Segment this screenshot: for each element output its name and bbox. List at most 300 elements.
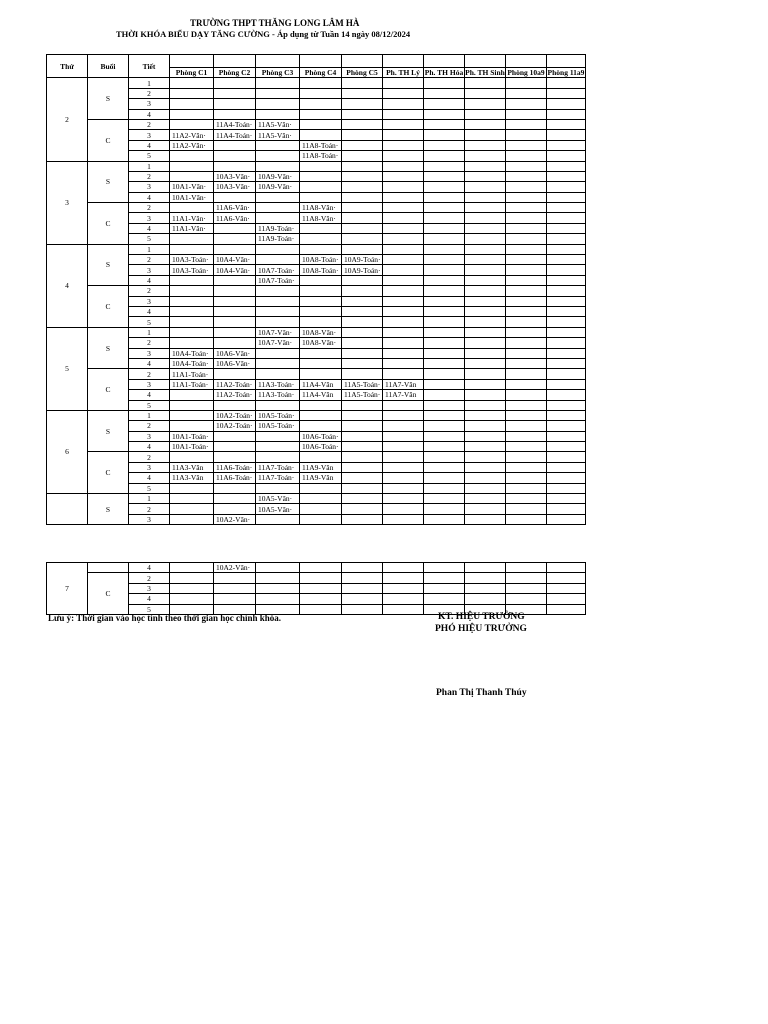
class-cell <box>214 573 256 583</box>
session-cell: C <box>88 573 129 615</box>
class-cell <box>214 494 256 504</box>
class-cell <box>465 358 506 368</box>
period-cell: 4 <box>129 306 170 316</box>
class-cell <box>214 192 256 202</box>
class-cell: 11A1-Toán· <box>170 379 214 389</box>
session-cell: S <box>88 78 129 120</box>
class-cell <box>547 583 586 593</box>
class-cell <box>342 275 383 285</box>
period-cell: 5 <box>129 317 170 327</box>
period-cell: 2 <box>129 338 170 348</box>
class-cell <box>465 286 506 296</box>
class-cell <box>214 400 256 410</box>
class-cell <box>424 327 465 337</box>
class-cell <box>214 78 256 88</box>
class-cell <box>383 151 424 161</box>
class-cell <box>547 244 586 254</box>
class-cell: 10A1-Văn· <box>170 192 214 202</box>
class-cell <box>424 514 465 524</box>
class-cell <box>506 452 547 462</box>
class-cell <box>506 338 547 348</box>
class-cell <box>214 140 256 150</box>
header-room: Ph. TH Hóa <box>424 68 464 78</box>
class-cell <box>465 379 506 389</box>
period-cell: 4 <box>129 223 170 233</box>
class-cell <box>547 213 586 223</box>
class-cell <box>465 410 506 420</box>
class-cell <box>256 563 300 573</box>
class-cell <box>214 317 256 327</box>
table-row <box>47 119 586 129</box>
class-cell <box>506 504 547 514</box>
class-cell <box>300 504 342 514</box>
period-cell: 3 <box>129 182 170 192</box>
class-cell <box>506 286 547 296</box>
class-cell <box>383 130 424 140</box>
class-cell <box>424 379 465 389</box>
class-cell <box>383 327 424 337</box>
class-cell <box>300 275 342 285</box>
class-cell <box>547 573 586 583</box>
class-cell <box>547 119 586 129</box>
class-cell <box>424 140 465 150</box>
class-cell <box>465 306 506 316</box>
class-cell <box>383 78 424 88</box>
class-cell <box>170 410 214 420</box>
class-cell <box>383 286 424 296</box>
timetable-part-2 <box>46 562 586 615</box>
day-cell <box>47 494 88 525</box>
class-cell: 10A6-Toán· <box>300 431 342 441</box>
class-cell <box>506 483 547 493</box>
class-cell <box>506 442 547 452</box>
class-cell <box>170 203 214 213</box>
class-cell <box>383 317 424 327</box>
period-cell: 5 <box>129 483 170 493</box>
class-cell <box>170 504 214 514</box>
class-cell: 11A4-Toán· <box>214 119 256 129</box>
class-cell <box>383 400 424 410</box>
period-cell: 1 <box>129 78 170 88</box>
class-cell <box>342 182 383 192</box>
class-cell <box>547 514 586 524</box>
class-cell <box>342 514 383 524</box>
class-cell: 11A4-Toán· <box>214 130 256 140</box>
class-cell <box>342 583 383 593</box>
class-cell <box>465 452 506 462</box>
class-cell: 10A7-Văn· <box>256 338 300 348</box>
class-cell: 10A4-Văn· <box>214 265 256 275</box>
class-cell <box>214 296 256 306</box>
period-cell: 1 <box>129 410 170 420</box>
header-room: Ph. TH Lý <box>383 68 424 78</box>
period-cell: 4 <box>129 358 170 368</box>
class-cell <box>506 244 547 254</box>
class-cell <box>170 583 214 593</box>
class-cell <box>214 244 256 254</box>
class-cell <box>256 452 300 462</box>
class-cell <box>256 594 300 604</box>
class-cell <box>256 192 300 202</box>
class-cell <box>547 604 586 614</box>
class-cell <box>256 151 300 161</box>
class-cell: 11A5-Toán· <box>342 379 383 389</box>
class-cell <box>547 473 586 483</box>
period-cell: 4 <box>129 109 170 119</box>
class-cell <box>214 369 256 379</box>
class-cell: 10A5-Toán· <box>256 421 300 431</box>
class-cell: 11A6-Văn· <box>214 213 256 223</box>
class-cell <box>300 234 342 244</box>
class-cell <box>342 594 383 604</box>
class-cell: 10A9-Văn· <box>256 171 300 181</box>
school-name: TRƯỜNG THPT THĂNG LONG LÂM HÀ <box>190 18 360 28</box>
header-room: Phòng 10a9 <box>507 68 545 78</box>
class-cell <box>300 244 342 254</box>
class-cell <box>424 306 465 316</box>
class-cell <box>424 265 465 275</box>
class-cell <box>506 78 547 88</box>
class-cell <box>170 573 214 583</box>
class-cell <box>170 390 214 400</box>
period-cell: 2 <box>129 119 170 129</box>
class-cell <box>547 99 586 109</box>
class-cell: 11A3-Toán· <box>256 379 300 389</box>
table-row <box>47 452 586 462</box>
class-cell <box>342 369 383 379</box>
class-cell: 10A2-Toán· <box>214 421 256 431</box>
class-cell <box>383 255 424 265</box>
class-cell <box>300 88 342 98</box>
session-cell: S <box>88 494 129 525</box>
class-cell <box>256 358 300 368</box>
class-cell <box>506 563 547 573</box>
session-cell <box>88 563 129 573</box>
class-cell <box>547 161 586 171</box>
class-cell <box>342 483 383 493</box>
class-cell <box>465 573 506 583</box>
class-cell <box>506 462 547 472</box>
class-cell <box>256 109 300 119</box>
class-cell <box>424 88 465 98</box>
class-cell <box>424 338 465 348</box>
document-title: THỜI KHÓA BIỂU DẠY TĂNG CƯỜNG - Áp dụng từ Tuần 14 ngày 08/12/2024 <box>116 29 411 39</box>
class-cell <box>547 140 586 150</box>
class-cell <box>256 213 300 223</box>
class-cell <box>300 78 342 88</box>
class-cell <box>214 161 256 171</box>
class-cell <box>424 462 465 472</box>
class-cell <box>547 88 586 98</box>
class-cell: 10A4-Văn· <box>214 255 256 265</box>
signer-name: Phan Thị Thanh Thúy <box>436 688 527 698</box>
class-cell <box>383 171 424 181</box>
class-cell <box>547 286 586 296</box>
class-cell <box>424 213 465 223</box>
class-cell <box>342 317 383 327</box>
class-cell <box>547 390 586 400</box>
class-cell <box>424 421 465 431</box>
class-cell <box>424 286 465 296</box>
class-cell <box>342 119 383 129</box>
class-cell <box>256 78 300 88</box>
class-cell <box>383 452 424 462</box>
class-cell <box>547 182 586 192</box>
class-cell <box>383 109 424 119</box>
class-cell: 11A8-Văn· <box>300 213 342 223</box>
class-cell <box>170 99 214 109</box>
class-cell <box>383 265 424 275</box>
class-cell <box>547 234 586 244</box>
class-cell <box>342 234 383 244</box>
class-cell: 11A7-Văn <box>383 379 424 389</box>
class-cell: 10A8-Toán· <box>300 265 342 275</box>
class-cell <box>506 151 547 161</box>
class-cell <box>383 223 424 233</box>
class-cell <box>424 109 465 119</box>
class-cell <box>383 573 424 583</box>
class-cell <box>465 348 506 358</box>
class-cell <box>383 604 424 614</box>
period-cell: 3 <box>129 379 170 389</box>
class-cell: 11A2-Văn· <box>170 130 214 140</box>
class-cell <box>170 109 214 119</box>
class-cell <box>214 504 256 514</box>
class-cell <box>465 494 506 504</box>
class-cell <box>170 327 214 337</box>
class-cell: 11A3-Toán· <box>256 390 300 400</box>
class-cell <box>547 348 586 358</box>
class-cell <box>383 244 424 254</box>
class-cell <box>214 483 256 493</box>
class-cell <box>256 161 300 171</box>
class-cell: 11A9-Toán· <box>256 234 300 244</box>
class-cell <box>547 494 586 504</box>
class-cell <box>383 369 424 379</box>
class-cell <box>342 161 383 171</box>
class-cell <box>506 390 547 400</box>
class-cell: 10A3-Toán· <box>170 255 214 265</box>
period-cell: 2 <box>129 369 170 379</box>
class-cell <box>465 213 506 223</box>
class-cell: 10A8-Văn· <box>300 327 342 337</box>
class-cell <box>465 119 506 129</box>
class-cell <box>383 99 424 109</box>
class-cell <box>300 182 342 192</box>
class-cell <box>342 442 383 452</box>
class-cell <box>547 452 586 462</box>
class-cell <box>465 88 506 98</box>
period-cell: 4 <box>129 192 170 202</box>
class-cell <box>465 223 506 233</box>
timetable-part-1 <box>46 54 586 525</box>
class-cell: 11A5-Văn· <box>256 130 300 140</box>
period-cell: 2 <box>129 286 170 296</box>
class-cell <box>214 88 256 98</box>
class-cell <box>342 348 383 358</box>
class-cell <box>383 182 424 192</box>
class-cell <box>170 514 214 524</box>
table-row <box>47 161 586 171</box>
period-cell: 1 <box>129 327 170 337</box>
class-cell <box>256 573 300 583</box>
class-cell <box>170 317 214 327</box>
class-cell <box>342 462 383 472</box>
class-cell <box>170 306 214 316</box>
class-cell: 11A2-Toán· <box>214 390 256 400</box>
class-cell <box>506 296 547 306</box>
class-cell: 11A1-Toán· <box>170 369 214 379</box>
class-cell <box>424 452 465 462</box>
class-cell <box>300 400 342 410</box>
class-cell <box>383 275 424 285</box>
class-cell <box>506 234 547 244</box>
class-cell: 11A2-Toán· <box>214 379 256 389</box>
class-cell <box>256 306 300 316</box>
class-cell <box>300 223 342 233</box>
class-cell <box>465 130 506 140</box>
class-cell <box>214 275 256 285</box>
class-cell <box>342 171 383 181</box>
class-cell <box>547 379 586 389</box>
class-cell <box>547 369 586 379</box>
period-cell: 4 <box>129 563 170 573</box>
class-cell <box>300 604 342 614</box>
class-cell <box>424 390 465 400</box>
class-cell <box>506 421 547 431</box>
period-cell: 3 <box>129 462 170 472</box>
class-cell <box>506 140 547 150</box>
class-cell <box>170 151 214 161</box>
class-cell <box>506 431 547 441</box>
class-cell <box>383 338 424 348</box>
class-cell <box>465 203 506 213</box>
class-cell <box>424 151 465 161</box>
class-cell <box>547 109 586 119</box>
header-day: Thứ <box>47 55 88 78</box>
class-cell <box>547 171 586 181</box>
header-room: Phòng C3 <box>256 68 300 78</box>
period-cell: 3 <box>129 514 170 524</box>
class-cell <box>465 296 506 306</box>
table-row <box>47 563 586 573</box>
class-cell <box>300 358 342 368</box>
class-cell <box>465 583 506 593</box>
header-room: Phòng 11a9 <box>547 68 585 78</box>
class-cell <box>424 504 465 514</box>
class-cell <box>383 348 424 358</box>
class-cell <box>424 203 465 213</box>
class-cell <box>547 317 586 327</box>
period-cell: 1 <box>129 244 170 254</box>
class-cell <box>547 483 586 493</box>
class-cell: 11A1-Văn· <box>170 213 214 223</box>
class-cell <box>300 494 342 504</box>
class-cell <box>170 483 214 493</box>
class-cell: 10A4-Toán· <box>170 348 214 358</box>
class-cell <box>506 369 547 379</box>
class-cell: 10A6-Văn· <box>214 348 256 358</box>
class-cell <box>300 109 342 119</box>
class-cell <box>424 255 465 265</box>
day-cell: 6 <box>47 410 88 493</box>
period-cell: 1 <box>129 494 170 504</box>
class-cell <box>214 286 256 296</box>
period-cell: 1 <box>129 161 170 171</box>
table-row <box>47 244 586 254</box>
header-room: Phòng C2 <box>214 68 256 78</box>
class-cell <box>547 265 586 275</box>
period-cell: 4 <box>129 275 170 285</box>
class-cell <box>506 255 547 265</box>
class-cell <box>383 462 424 472</box>
class-cell: 10A9-Toán· <box>342 255 383 265</box>
session-cell: S <box>88 327 129 369</box>
class-cell <box>256 483 300 493</box>
class-cell <box>465 317 506 327</box>
class-cell <box>465 473 506 483</box>
class-cell: 10A5-Văn· <box>256 494 300 504</box>
table-row <box>47 286 586 296</box>
class-cell <box>383 442 424 452</box>
class-cell <box>170 119 214 129</box>
period-cell: 2 <box>129 573 170 583</box>
period-cell: 2 <box>129 203 170 213</box>
class-cell <box>506 203 547 213</box>
class-cell <box>342 563 383 573</box>
period-cell: 4 <box>129 473 170 483</box>
class-cell <box>547 151 586 161</box>
class-cell <box>256 255 300 265</box>
class-cell <box>424 431 465 441</box>
header-room: Phòng C1 <box>170 68 214 78</box>
period-cell: 5 <box>129 151 170 161</box>
class-cell <box>342 358 383 368</box>
class-cell <box>547 594 586 604</box>
class-cell <box>506 161 547 171</box>
class-cell <box>214 327 256 337</box>
class-cell <box>547 400 586 410</box>
class-cell: 11A3-Văn <box>170 462 214 472</box>
class-cell <box>342 244 383 254</box>
class-cell <box>383 514 424 524</box>
class-cell <box>300 306 342 316</box>
period-cell: 2 <box>129 171 170 181</box>
class-cell: 11A8-Toán· <box>300 140 342 150</box>
class-cell <box>383 483 424 493</box>
class-cell <box>214 109 256 119</box>
class-cell <box>547 327 586 337</box>
class-cell: 10A9-Văn· <box>256 182 300 192</box>
class-cell <box>465 192 506 202</box>
class-cell <box>300 369 342 379</box>
class-cell <box>383 161 424 171</box>
day-cell: 7 <box>47 563 88 615</box>
class-cell <box>383 431 424 441</box>
table-row <box>47 78 586 88</box>
class-cell <box>506 109 547 119</box>
class-cell <box>465 140 506 150</box>
class-cell <box>547 203 586 213</box>
period-cell: 4 <box>129 140 170 150</box>
table-row <box>47 410 586 420</box>
session-cell: C <box>88 119 129 161</box>
class-cell <box>465 462 506 472</box>
class-cell: 11A4-Văn <box>300 390 342 400</box>
class-cell <box>465 151 506 161</box>
class-cell <box>424 78 465 88</box>
class-cell <box>547 431 586 441</box>
